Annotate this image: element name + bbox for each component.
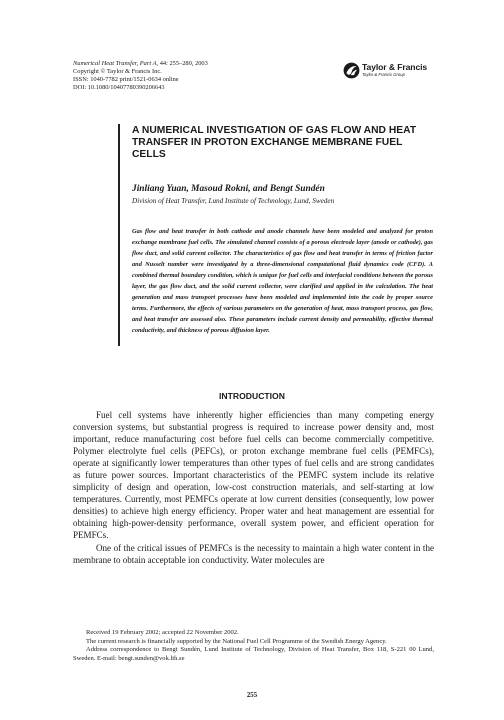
author-affiliation: Division of Heat Transfer, Lund Institute of Technology, Lund, Sweden	[132, 197, 335, 205]
journal-info	[73, 60, 303, 92]
abstract-rule	[118, 124, 120, 346]
paragraph: One of the critical issues of PEMFCs is the necessity to maintain a high water content in the membrane to obtain acceptable ion conductivity. Water molecules are	[73, 542, 434, 565]
abstract: Gas flow and heat transfer in both cathode and anode channels have been modeled and analyzed for proton exchange membrane fuel cells. The simulated channel consists of a porous electrode layer (anode or cathode), gas flow duct, and solid current collector. The characteristics of gas flow and heat transfer in terms of friction factor and Nusselt number were investigated by a three-dimensional computational fluid dynamics code (CFD). A combined thermal boundary condition, which is unique for fuel cells and interfacial conditions between the porous layer, the gas flow duct, and the solid current collector, were clarified and applied in the calculation. The heat generation and mass transport processes have been modeled and implemented into the code by proper source terms. Furthermore, the effects of various parameters on the generation of heat, mass transport process, gas flow, and heat transfer are assessed also. These parameters include current density and permeability, effective thermal conductivity, and thickness of porous diffusion layer.	[132, 228, 433, 335]
journal-citation	[73, 60, 303, 68]
journal-copyright: Copyright © Taylor & Francis Inc.	[73, 67, 162, 75]
body-text	[73, 409, 434, 566]
footnote-received: Received 19 February 2002; accepted 22 November 2002.	[86, 629, 239, 636]
section-heading: INTRODUCTION	[219, 391, 285, 401]
journal-doi: DOI: 10.1080/10407780390206643	[73, 83, 165, 91]
paragraph: Fuel cell systems have inherently higher efficiencies than many competing energy conversion systems, but substantial progress is required to increase power density and, most important, reduce manufacturing cost before fuel cells can become commercially competitive. Polymer electrolyte fuel cells (PEFCs), or proton exchange membrane fuel cells (PEMFCs), operate at significantly lower temperatures than other types of fuel cells and are strong candidates as future power sources. Important characteristics of the PEMFC system include its relative simplicity of design and operation, low-cost construction materials, and self-starting at low temperatures. Currently, most PEMFCs operate at low current densities (consequently, low power densities) to achieve high energy efficiency. Proper water and heat management are essential for obtaining high-power-density performance, overall system power, and efficient operation for PEMFCs.	[73, 410, 434, 541]
publisher-emblem-icon	[343, 62, 360, 79]
publisher-name: Taylor & Francis	[362, 62, 428, 72]
footnote-correspondence: Address correspondence to Bengt Sundén, Lund Institute of Technology, Division of Heat Transfer, Box 118, S-221 00 Lund, Sweden. E-mail: bengt.sunden@vok.lth.se	[73, 646, 434, 663]
publisher-logo	[343, 62, 435, 80]
article-title: A NUMERICAL INVESTIGATION OF GAS FLOW AND HEAT TRANSFER IN PROTON EXCHANGE MEMBRANE FUEL CELLS	[132, 125, 417, 161]
journal-volume: 44: 255–280, 2003	[158, 60, 208, 67]
article-authors: Jinliang Yuan, Masoud Rokni, and Bengt Sundén	[132, 184, 325, 194]
publisher-tagline: Taylor & Francis Group	[362, 72, 405, 77]
page-number: 255	[246, 692, 258, 699]
journal-name: Numerical Heat Transfer, Part A,	[73, 60, 159, 67]
footnote-funding: The current research is financially supported by the National Fuel Cell Programme of the Swedish Energy Agency.	[86, 637, 387, 645]
journal-issn: ISSN: 1040-7782 print/1521-0634 online	[73, 75, 179, 83]
footnotes	[73, 629, 434, 664]
